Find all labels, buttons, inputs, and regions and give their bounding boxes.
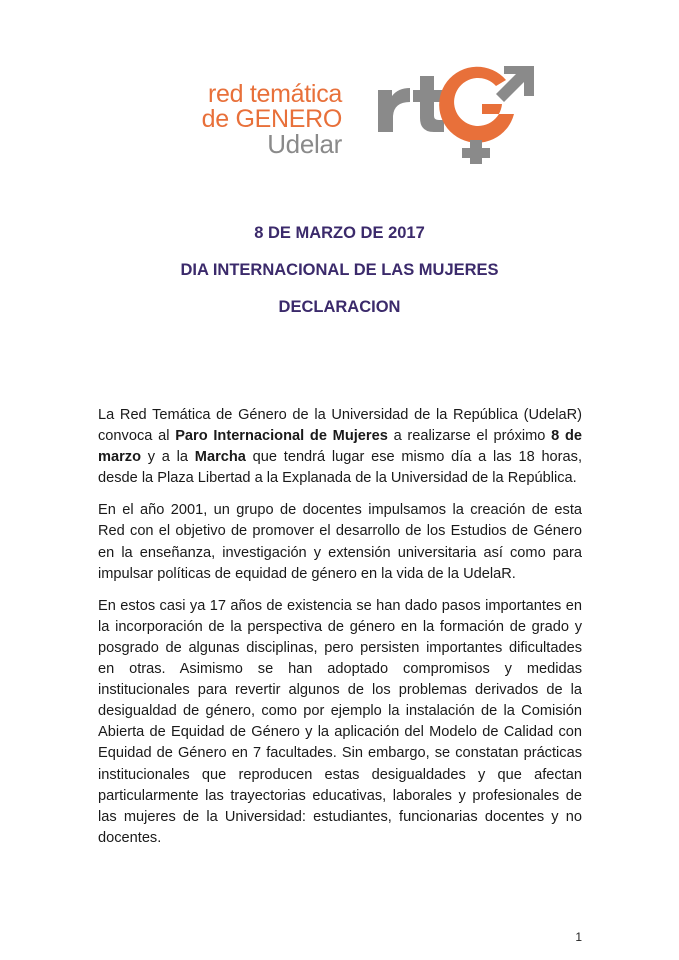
p1-text-c: a realizarse el próximo [387, 428, 552, 445]
rtg-gender-symbol-icon [376, 62, 538, 164]
title-declaration: DECLARACION [278, 298, 401, 316]
page-number: 1 [575, 930, 582, 944]
p1-text-g: que tendrá lugar ese mismo día a las 18 horas, desde la Plaza Libertad a la Explanada de la Universidad de la República. [98, 449, 583, 487]
logo-line-1: red temática [208, 80, 342, 108]
rtg-logo [166, 62, 536, 164]
paragraph-3: En estos casi ya 17 años de existencia se han dado pasos importantes en la incorporación de la perspectiva de género en la formación de grado y posgrado de algunas disciplinas, pero persisten importantes dificultades en otras. Asimismo se han adoptado compromisos y medidas institucionales para revertir algunos de los problemas derivados de la desigualdad de género, como por ejemplo la instalación de la Comisión Abierta de Equidad de Género y la aplicación del Modelo de Calidad con Equidad de Género en 7 facultades. Sin embargo, se constatan prácticas institucionales que reproducen estas desigualdades y que afectan particularmente las trayectorias educativas, laborales y profesionales de las mujeres de la Universidad: estudiantes, funcionarias docentes y no docentes. [98, 597, 582, 846]
declaration-body [98, 405, 582, 860]
logo-line-2: de GENERO [201, 105, 342, 133]
title-event: DIA INTERNACIONAL DE LAS MUJERES [180, 261, 499, 279]
p1-bold-paro: Paro Internacional de Mujeres [175, 428, 388, 445]
p1-bold-marcha: Marcha [194, 449, 246, 466]
title-date: 8 DE MARZO DE 2017 [254, 224, 425, 242]
p1-text-e: y a la [140, 449, 195, 466]
logo-wordmark [166, 82, 342, 157]
paragraph-1 [98, 405, 582, 489]
p1-text-a: La Red Temática de Género de la Universidad de la República (UdelaR) convoca al [98, 407, 582, 445]
p1-bold-date: 8 de marzo [98, 428, 583, 466]
paragraph-2: En el año 2001, un grupo de docentes impulsamos la creación de esta Red con el objetivo de promover el desarrollo de los Estudios de Género en la enseñanza, investigación y extensión universitaria así como para impulsar políticas de equidad de género en la vida de la UdelaR. [98, 502, 582, 582]
header-titles [0, 224, 679, 316]
logo-line-3: Udelar [267, 129, 342, 159]
